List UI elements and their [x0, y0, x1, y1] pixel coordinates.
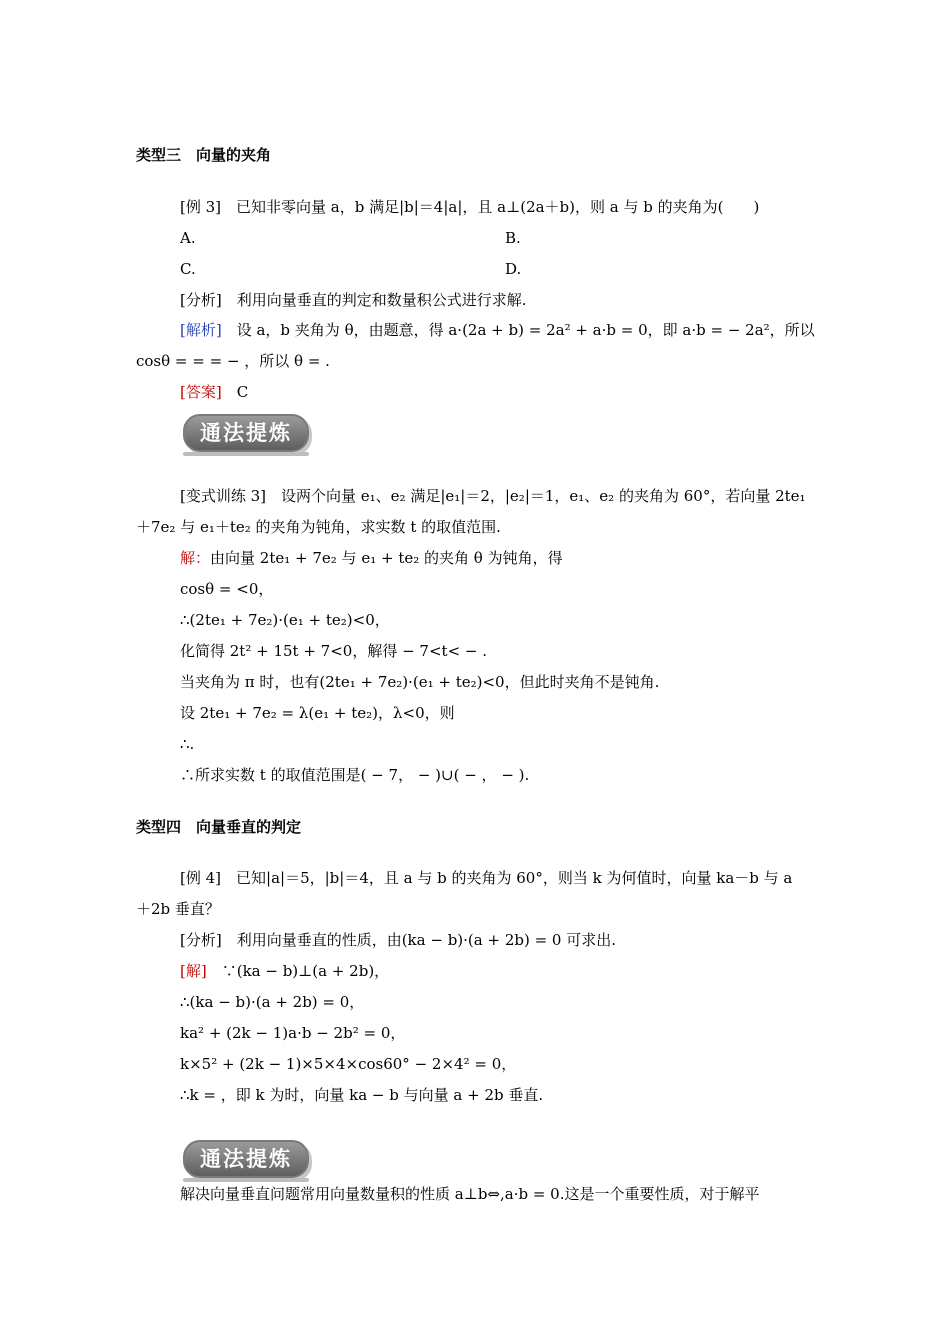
- method-badge: 通法提炼: [183, 414, 309, 452]
- variant3-step: 化简得 2t² + 15t + 7<0，解得 − 7<t< − .: [180, 642, 488, 660]
- option-b: B.: [505, 229, 521, 247]
- solution-text: 由向量 2te₁ + 7e₂ 与 e₁ + te₂ 的夹角 θ 为钝角，得: [210, 549, 563, 567]
- option-d: D.: [505, 260, 522, 278]
- solution-label: [解]: [180, 962, 207, 980]
- example3-solution-line-2: cosθ = = = − ，所以 θ = .: [136, 352, 330, 370]
- solution-label: [解析]: [180, 321, 222, 339]
- answer-value: C: [221, 383, 249, 401]
- variant3-step: ∴(2te₁ + 7e₂)·(e₁ + te₂)<0，: [180, 611, 390, 629]
- example4-analysis: [分析] 利用向量垂直的性质，由(ka − b)·(a + 2b) = 0 可求出.: [180, 931, 616, 949]
- option-c: C.: [180, 260, 196, 278]
- option-a: A.: [180, 229, 196, 247]
- variant3-step: ∴.: [180, 735, 195, 753]
- variant3-solution-first: [180, 548, 563, 568]
- variant3-step: 设 2te₁ + 7e₂ = λ(e₁ + te₂)，λ<0，则: [180, 704, 455, 722]
- example3-question: [例 3] 已知非零向量 a，b 满足|b|＝4|a|，且 a⊥(2a＋b)，则 a 与 b 的夹角为( ): [180, 198, 760, 216]
- solution-text: 设 a，b 夹角为 θ，由题意，得 a·(2a + b) = 2a² + a·b = 0，即 a·b = − 2a²，所以: [221, 321, 815, 339]
- example4-step: k×5² + (2k − 1)×5×4×cos60° − 2×4² = 0，: [180, 1055, 517, 1073]
- example3-analysis: [分析] 利用向量垂直的判定和数量积公式进行求解.: [180, 291, 527, 309]
- example4-question-line-2: ＋2b 垂直？: [136, 900, 220, 918]
- solution-text: ∵(ka − b)⊥(a + 2b)，: [206, 962, 390, 980]
- variant3-step: 当夹角为 π 时，也有(2te₁ + 7e₂)·(e₁ + te₂)<0，但此时夹角不是钝角.: [180, 673, 660, 691]
- method-badge: 通法提炼: [183, 1140, 309, 1178]
- example4-step: ∴(ka − b)·(a + 2b) = 0，: [180, 993, 365, 1011]
- example3-solution-line-1: [180, 320, 815, 340]
- answer-label: [答案]: [180, 383, 222, 401]
- variant3-question-line-1: [变式训练 3] 设两个向量 e₁、e₂ 满足|e₁|＝2，|e₂|＝1，e₁、e₂ 的夹角为 60°，若向量 2te₁: [180, 487, 806, 505]
- example3-answer: [180, 382, 248, 402]
- section3-heading: 类型三 向量的夹角: [136, 146, 272, 164]
- example4-step: ka² + (2k − 1)a·b − 2b² = 0，: [180, 1024, 406, 1042]
- example4-step: ∴k = ，即 k 为时，向量 ka − b 与向量 a + 2b 垂直.: [180, 1086, 544, 1104]
- variant3-question-line-2: ＋7e₂ 与 e₁＋te₂ 的夹角为钝角，求实数 t 的取值范围.: [136, 518, 501, 536]
- variant3-step: cosθ = <0，: [180, 580, 274, 598]
- section4-heading: 类型四 向量垂直的判定: [136, 818, 302, 836]
- solution-label: 解：: [180, 549, 211, 567]
- example4-solution-first: [180, 961, 389, 981]
- summary-text: 解决向量垂直问题常用向量数量积的性质 a⊥b⇔,a·b = 0.这是一个重要性质，对于解平: [180, 1185, 760, 1203]
- example4-question-line-1: [例 4] 已知|a|＝5，|b|＝4，且 a 与 b 的夹角为 60°，则当 k 为何值时，向量 ka－b 与 a: [180, 869, 793, 887]
- variant3-step: ∴所求实数 t 的取值范围是( − 7， − )∪( − ， − ).: [180, 766, 530, 784]
